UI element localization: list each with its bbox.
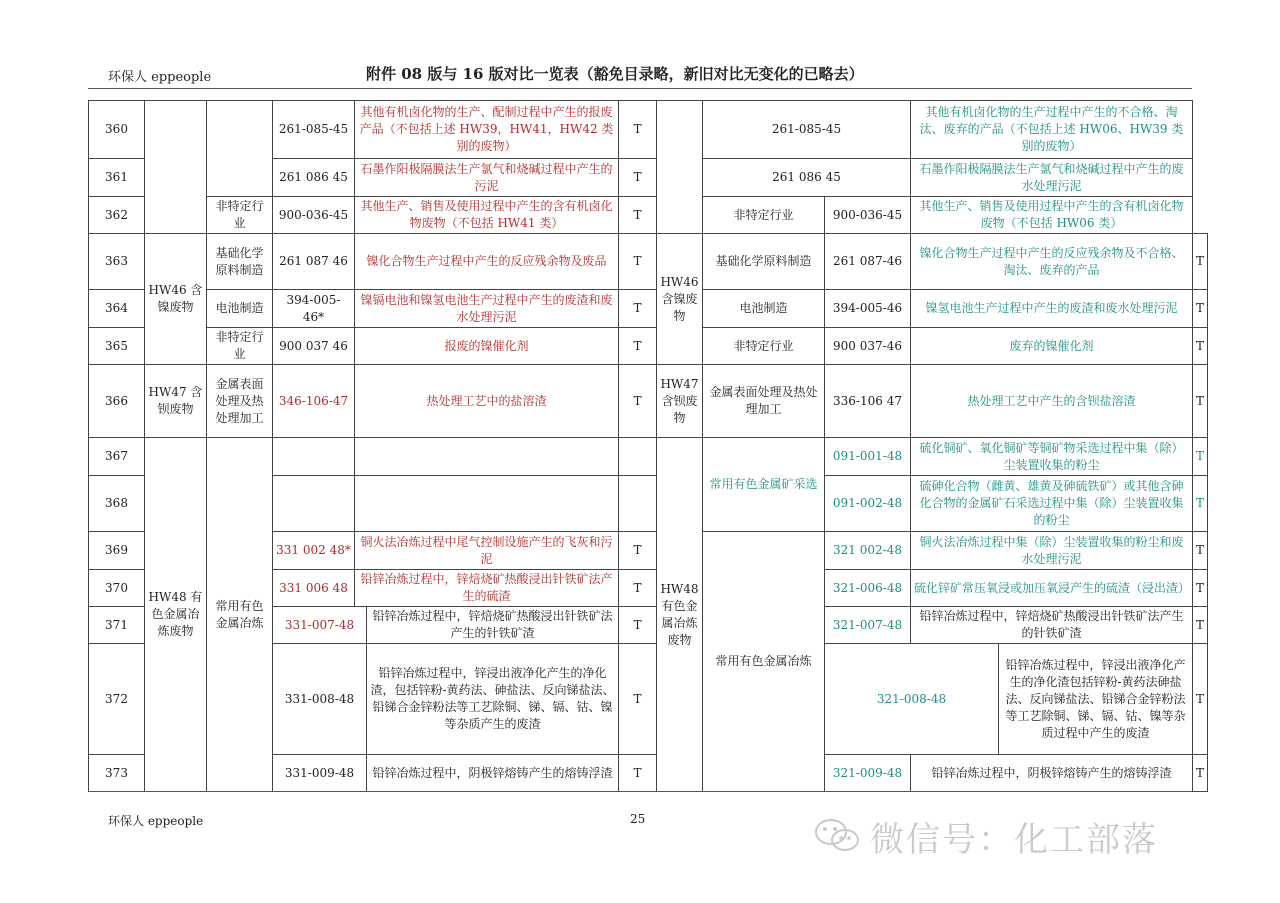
page-number: 25	[630, 812, 646, 826]
code-16: 900-036-45	[825, 197, 911, 234]
description-08: 铜火法冶炼过程中尾气控制设施产生的飞灰和污泥	[355, 532, 619, 570]
code-08: 331 002 48*	[273, 532, 355, 570]
row-number: 365	[89, 328, 145, 365]
description-08	[355, 476, 619, 532]
industry-16: 金属表面处理及热处理加工	[703, 365, 825, 438]
description-08: 铅锌冶炼过程中，锌焙烧矿热酸浸出针铁矿法产生的针铁矿渣	[367, 607, 619, 644]
code-08	[273, 476, 355, 532]
hazard-08	[619, 438, 657, 476]
code-08: 331-007-48	[273, 607, 367, 644]
category-08: HW46 含镍废物	[145, 234, 207, 365]
industry-16: 非特定行业	[703, 328, 825, 365]
code-08: 261-085-45	[273, 101, 355, 159]
row-number: 360	[89, 101, 145, 159]
code-16: 321-009-48	[825, 755, 911, 792]
code-16: 321-007-48	[825, 607, 911, 644]
industry-16: 基础化学原料制造	[703, 234, 825, 290]
description-08: 热处理工艺中的盐溶渣	[355, 365, 619, 438]
hazard-16: T	[1193, 290, 1208, 328]
description-16: 铅锌冶炼过程中，阴极锌熔铸产生的熔铸浮渣	[911, 755, 1193, 792]
row-number: 366	[89, 365, 145, 438]
hazard-08: T	[619, 532, 657, 570]
description-16: 镍化合物生产过程中产生的反应残余物及不合格、淘汰、废弃的产品	[911, 234, 1193, 290]
code-16: 261-085-45	[703, 101, 911, 159]
row-number: 364	[89, 290, 145, 328]
row-number: 369	[89, 532, 145, 570]
hazard-08	[619, 476, 657, 532]
industry-08	[207, 101, 273, 197]
industry-08: 非特定行业	[207, 328, 273, 365]
industry-08: 金属表面处理及热处理加工	[207, 365, 273, 438]
comparison-table	[88, 100, 1208, 792]
code-16: 321-008-48	[825, 644, 999, 755]
description-08: 铅锌冶炼过程中，阴极锌熔铸产生的熔铸浮渣	[367, 755, 619, 792]
description-08: 报废的镍催化剂	[355, 328, 619, 365]
row-number: 363	[89, 234, 145, 290]
table-row	[89, 234, 1208, 290]
row-number: 367	[89, 438, 145, 476]
code-16: 900 037-46	[825, 328, 911, 365]
description-16: 其他生产、销售及使用过程中产生的含有机卤化物废物（不包括 HW06 类）	[911, 197, 1193, 234]
hazard-08: T	[619, 328, 657, 365]
hazard-16: T	[1193, 755, 1208, 792]
hazard-08: T	[619, 644, 657, 755]
description-16: 镍氢电池生产过程中产生的废渣和废水处理污泥	[911, 290, 1193, 328]
table-row	[89, 290, 1208, 328]
code-16: 091-002-48	[825, 476, 911, 532]
code-16: 261 087-46	[825, 234, 911, 290]
description-08	[355, 438, 619, 476]
row-number: 370	[89, 570, 145, 607]
hazard-16: T	[1193, 607, 1208, 644]
footer-left: 环保人 eppeople	[108, 814, 204, 828]
description-16: 铅锌冶炼过程中，锌焙烧矿热酸浸出针铁矿法产生的针铁矿渣	[911, 607, 1193, 644]
table-row	[89, 438, 1208, 476]
code-08: 331 006 48	[273, 570, 355, 607]
hazard-16: T	[1193, 234, 1208, 290]
description-16: 硫化锌矿常压氧浸或加压氧浸产生的硫渣（浸出渣）	[911, 570, 1193, 607]
page-title: 附件 08 版与 16 版对比一览表（豁免目录略，新旧对比无变化的已略去）	[366, 65, 864, 83]
table-row	[89, 101, 1208, 159]
description-08: 铅锌冶炼过程中，锌焙烧矿热酸浸出针铁矿法产生的硫渣	[355, 570, 619, 607]
bottom-rule	[88, 791, 1192, 792]
table-row	[89, 328, 1208, 365]
code-08: 900 037 46	[273, 328, 355, 365]
code-16: 394-005-46	[825, 290, 911, 328]
hazard-16: T	[1193, 365, 1208, 438]
description-08: 铅锌冶炼过程中，锌浸出液净化产生的净化渣，包括锌粉-黄药法、砷盐法、反向锑盐法、铅锑合金锌粉法等工艺除铜、锑、镉、钴、镍等杂质产生的废渣	[367, 644, 619, 755]
hazard-16: T	[1193, 644, 1208, 755]
watermark: 微信号：化工部落	[870, 820, 1158, 860]
row-number: 361	[89, 159, 145, 197]
description-08: 其他有机卤化物的生产、配制过程中产生的报废产品（不包括上述 HW39，HW41，HW42 类别的废物）	[355, 101, 619, 159]
category-16: HW48 有色金属冶炼废物	[657, 438, 703, 792]
category-16	[657, 101, 703, 234]
hazard-08: T	[619, 570, 657, 607]
description-08: 镍化合物生产过程中产生的反应残余物及废品	[355, 234, 619, 290]
code-08: 900-036-45	[273, 197, 355, 234]
hazard-08: T	[619, 159, 657, 197]
hazard-08: T	[619, 607, 657, 644]
row-number: 362	[89, 197, 145, 234]
hazard-08: T	[619, 234, 657, 290]
description-16: 石墨作阳极隔膜法生产氯气和烧碱过程中产生的废水处理污泥	[911, 159, 1193, 197]
hazard-16: T	[1193, 570, 1208, 607]
hazard-16: T	[1193, 438, 1208, 476]
code-16: 336-106 47	[825, 365, 911, 438]
industry-08: 常用有色金属冶炼	[207, 438, 273, 792]
description-16: 铅锌冶炼过程中，锌浸出液净化产生的净化渣包括锌粉-黄药法砷盐法、反向锑盐法、铅锑合金锌粉法等工艺除铜、锑、镉、钴、镍等杂质过程中产生的废渣	[999, 644, 1193, 755]
row-number: 373	[89, 755, 145, 792]
code-16: 321-006-48	[825, 570, 911, 607]
industry-08: 基础化学原料制造	[207, 234, 273, 290]
table-row	[89, 365, 1208, 438]
row-number: 371	[89, 607, 145, 644]
description-16: 其他有机卤化物的生产过程中产生的不合格、淘汰、废弃的产品（不包括上述 HW06、HW39 类别的废物）	[911, 101, 1193, 159]
description-16: 硫砷化合物（雌黄、雄黄及砷硫铁矿）或其他含砷化合物的金属矿石采选过程中集（除）尘装置收集的粉尘	[911, 476, 1193, 532]
row-number: 372	[89, 644, 145, 755]
header-left: 环保人 eppeople	[108, 70, 212, 85]
hazard-08: T	[619, 755, 657, 792]
industry-08: 电池制造	[207, 290, 273, 328]
hazard-16: T	[1193, 328, 1208, 365]
industry-16: 常用有色金属冶炼	[703, 532, 825, 792]
code-16: 261 086 45	[703, 159, 911, 197]
code-08	[273, 438, 355, 476]
code-08: 331-008-48	[273, 644, 367, 755]
hazard-08: T	[619, 101, 657, 159]
industry-16: 常用有色金属矿采选	[703, 438, 825, 532]
description-08: 其他生产、销售及使用过程中产生的含有机卤化物废物（不包括 HW41 类）	[355, 197, 619, 234]
description-16: 热处理工艺中产生的含钡盐溶渣	[911, 365, 1193, 438]
industry-16: 电池制造	[703, 290, 825, 328]
row-number: 368	[89, 476, 145, 532]
category-08: HW48 有色金属冶炼废物	[145, 438, 207, 792]
code-16: 321 002-48	[825, 532, 911, 570]
code-16: 091-001-48	[825, 438, 911, 476]
industry-08: 非特定行业	[207, 197, 273, 234]
table-row	[89, 197, 1208, 234]
description-16: 废弃的镍催化剂	[911, 328, 1193, 365]
hazard-16: T	[1193, 532, 1208, 570]
industry-16: 非特定行业	[703, 197, 825, 234]
description-16: 硫化铜矿、氧化铜矿等铜矿物采选过程中集（除）尘装置收集的粉尘	[911, 438, 1193, 476]
description-08: 镍镉电池和镍氢电池生产过程中产生的废渣和废水处理污泥	[355, 290, 619, 328]
code-08: 346-106-47	[273, 365, 355, 438]
category-08	[145, 101, 207, 234]
hazard-16: T	[1193, 476, 1208, 532]
category-16: HW46 含镍废物	[657, 234, 703, 365]
hazard-08: T	[619, 365, 657, 438]
description-16: 铜火法冶炼过程中集（除）尘装置收集的粉尘和废水处理污泥	[911, 532, 1193, 570]
category-08: HW47 含钡废物	[145, 365, 207, 438]
category-16: HW47 含钡废物	[657, 365, 703, 438]
code-08: 261 086 45	[273, 159, 355, 197]
hazard-08: T	[619, 290, 657, 328]
top-rule	[88, 88, 1192, 89]
wechat-icon	[813, 816, 863, 856]
hazard-08: T	[619, 197, 657, 234]
code-08: 394-005-46*	[273, 290, 355, 328]
code-08: 261 087 46	[273, 234, 355, 290]
description-08: 石墨作阳极隔膜法生产氯气和烧碱过程中产生的污泥	[355, 159, 619, 197]
code-08: 331-009-48	[273, 755, 367, 792]
